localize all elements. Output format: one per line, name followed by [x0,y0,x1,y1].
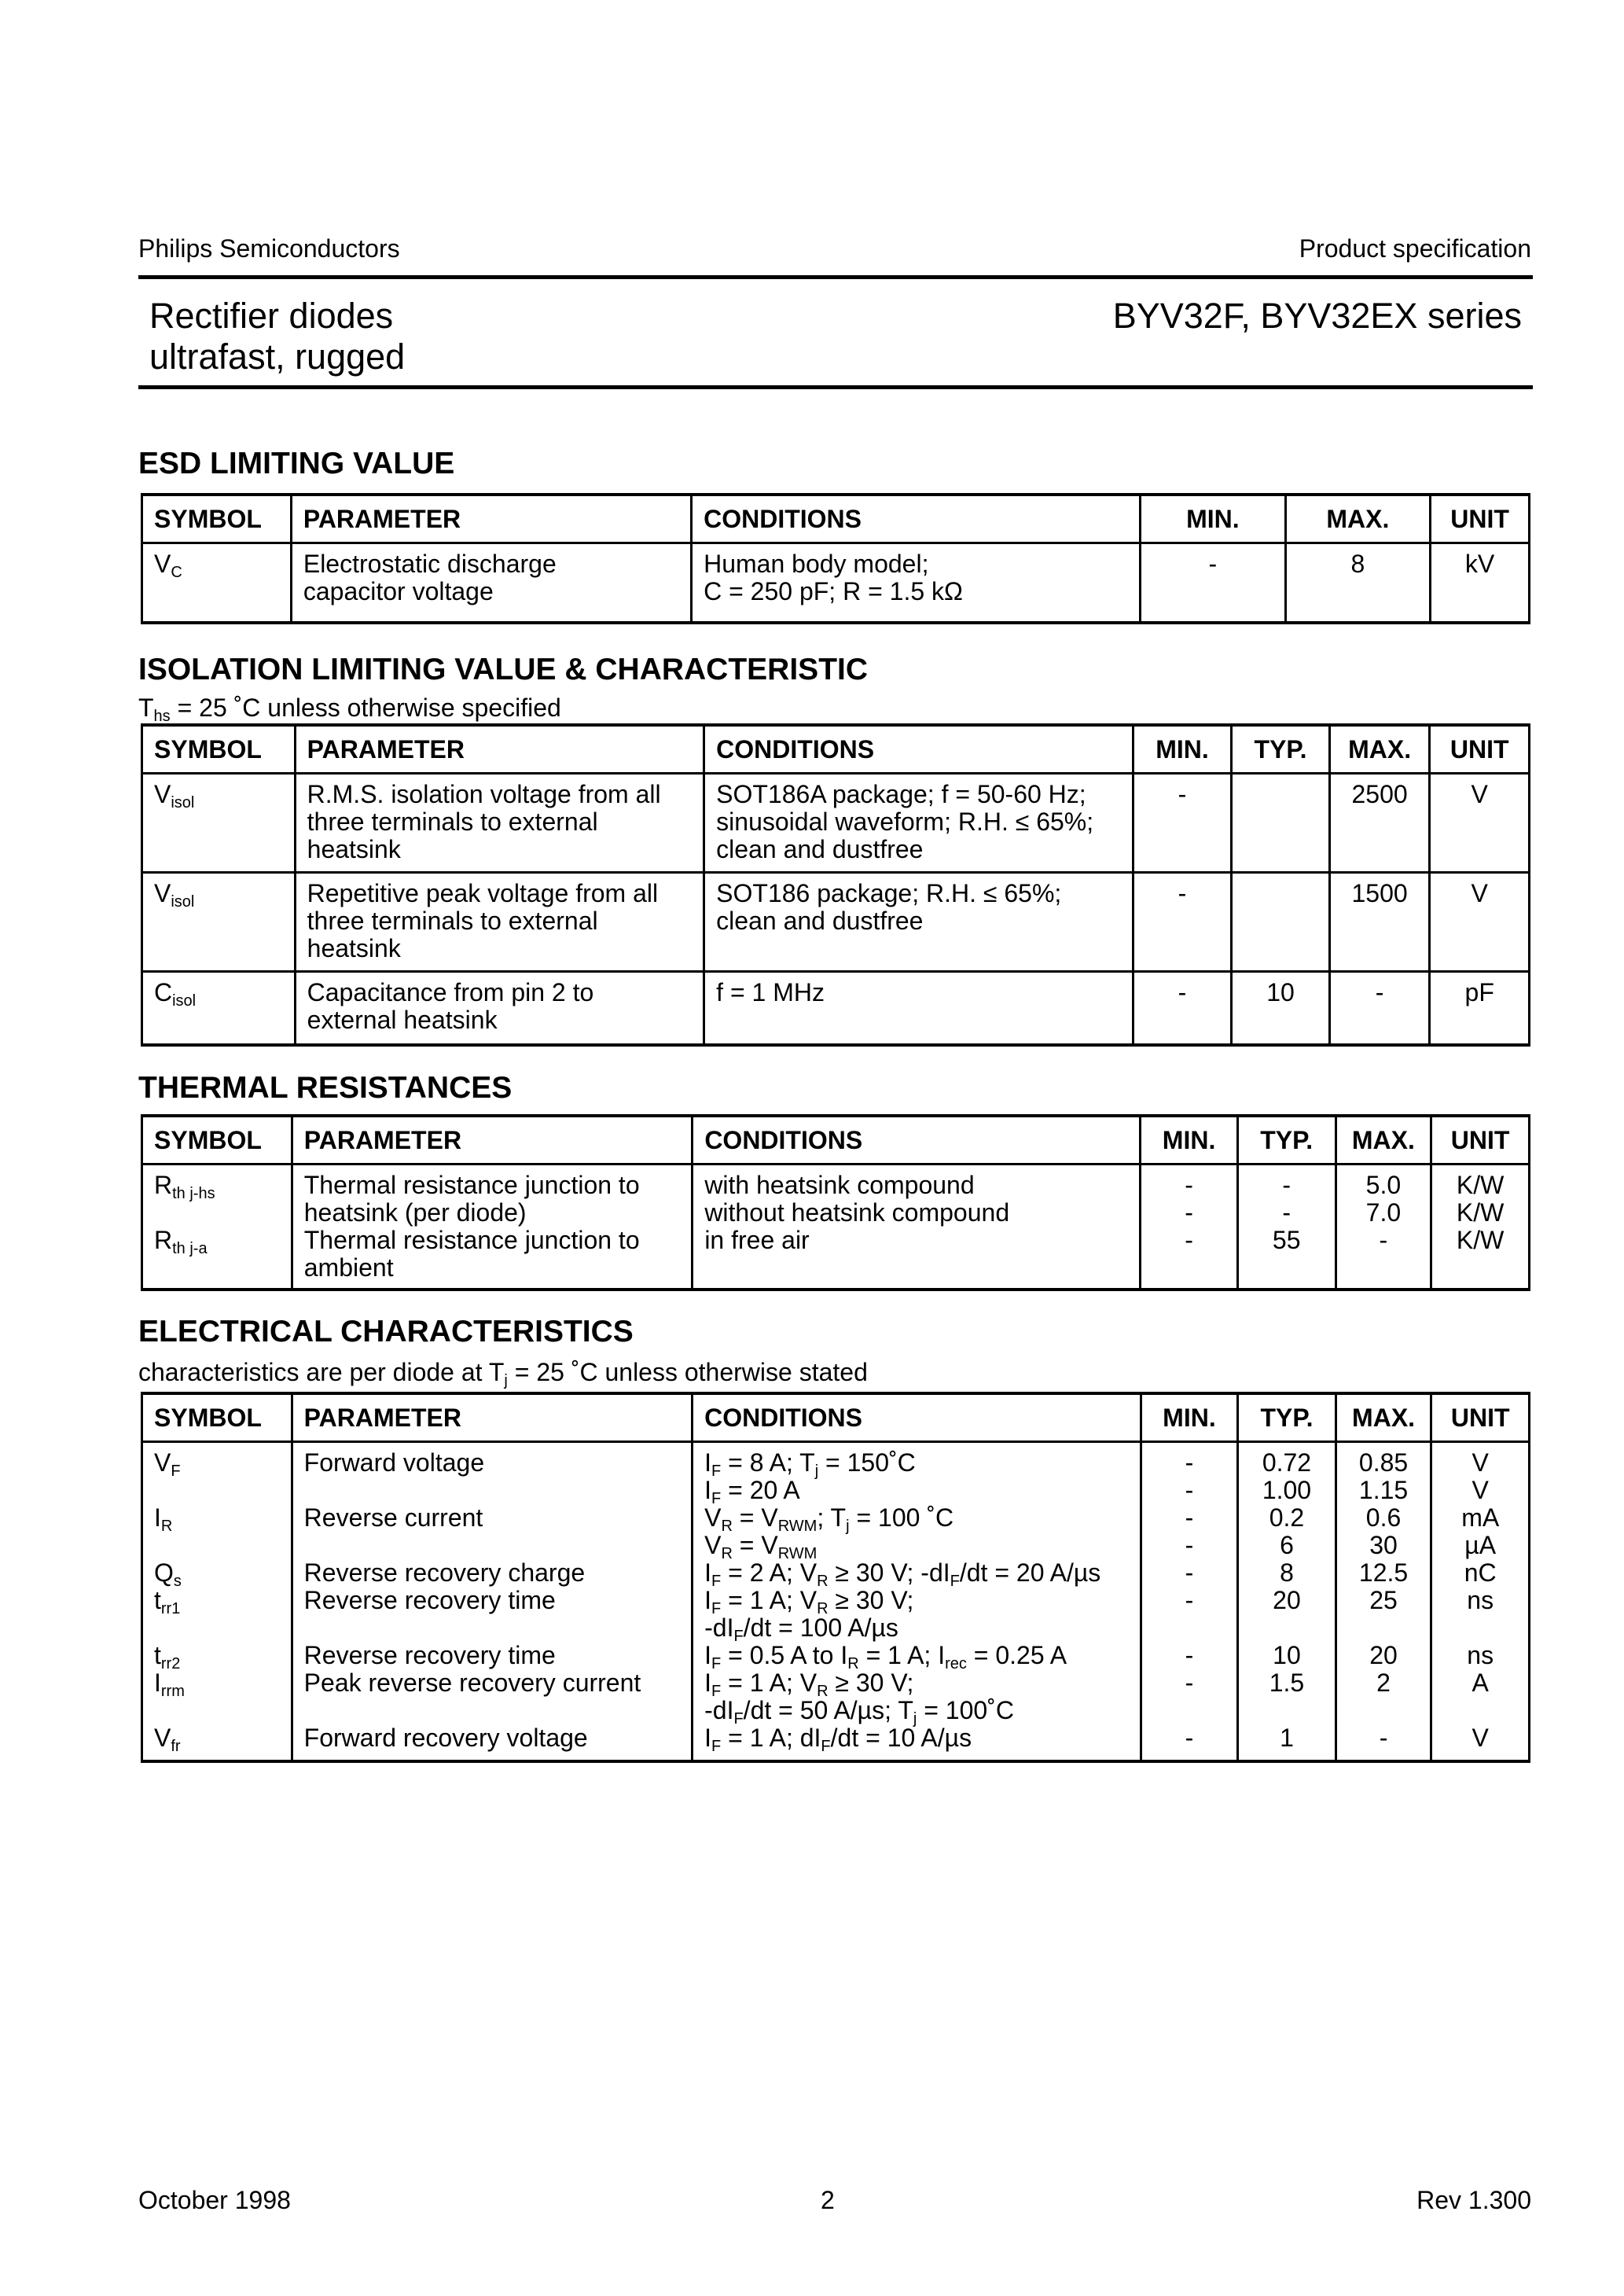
col-conditions: CONDITIONS [693,1393,1141,1442]
line-unit [1432,1697,1528,1724]
parameter-cell: Thermal resistance junction to heatsink (per diode) Thermal resistance junction to ambient [292,1165,693,1290]
col-unit: UNIT [1431,495,1530,543]
unit-cell: pF [1430,972,1530,1046]
thermal-table [141,1114,1530,1291]
thermal-section-title: THERMAL RESISTANCES [138,1071,513,1105]
electrical-section-title: ELECTRICAL CHARACTERISTICS [138,1315,634,1349]
line-param: Reverse recovery time [303,1586,556,1614]
col-max: MAX. [1329,725,1430,774]
min-cell: - [1133,873,1232,972]
col-typ: TYP. [1238,1393,1336,1442]
line-unit [1432,1614,1528,1642]
line-unit: V [1472,1724,1489,1752]
col-conditions: CONDITIONS [693,1116,1141,1165]
line-unit: mA [1461,1503,1500,1532]
product-title [149,296,405,377]
line-max: 1.15 [1358,1476,1409,1504]
symbol-cell: $V_C$ [142,543,292,624]
col-symbol: SYMBOL [142,495,292,543]
conditions-cell: SOT186 package; R.H. ≤ 65%; clean and dustfree [704,873,1133,972]
col-unit: UNIT [1431,1116,1530,1165]
line-min: - [1185,1558,1194,1587]
line-min [1142,1614,1237,1642]
symbol-cell: $V_{isol}$ [142,873,296,972]
line-param: Reverse recovery time [303,1641,556,1669]
document-type: Product specification [1299,234,1531,263]
electrical-header-row [142,1393,1530,1442]
line-min: - [1185,1476,1194,1504]
col-min: MIN. [1141,495,1286,543]
line-sym: $t_{rr1}$ [154,1586,181,1617]
header-rule-top [138,275,1533,279]
parameter-cell [292,1442,692,1762]
table-row [142,1165,1530,1290]
line-typ [1239,1614,1335,1642]
isolation-note: $T_{hs} = 25$ ˚C unless otherwise specified [138,694,561,725]
line-cond: $I_F = 1$ A; $V_R \ge 30$ V; [704,1669,914,1700]
line-sym: $I_R$ [154,1503,173,1535]
symbol-cell [142,1442,292,1762]
col-conditions: CONDITIONS [704,725,1133,774]
parameter-cell: Capacitance from pin 2 to external heatsink [295,972,704,1046]
line-min: - [1185,1641,1194,1669]
line-unit: V [1472,1476,1489,1504]
esd-section-title: ESD LIMITING VALUE [138,447,455,480]
line-sym: $V_F$ [154,1448,181,1480]
line-typ: 10 [1273,1641,1301,1669]
min-cell: - [1141,543,1286,624]
line-min: - [1185,1448,1194,1477]
typ-cell [1232,774,1330,873]
line-min: - [1185,1531,1194,1559]
conditions-cell: Human body model; C = 250 pF; R = 1.5 kΩ [692,543,1141,624]
table-row [142,972,1530,1046]
line-param: Forward recovery voltage [303,1724,588,1752]
line-typ: 1.00 [1262,1476,1312,1504]
header-rule-bottom [138,385,1533,389]
col-min: MIN. [1141,1116,1238,1165]
product-title-line2: ultrafast, rugged [149,337,406,377]
line-typ: 0.2 [1269,1503,1305,1532]
max-cell: - [1329,972,1430,1046]
line-cond: $I_F = 0.5$ A to $I_R = 1$ A; $I_{rec} = 0.25$ A [704,1641,1067,1672]
conditions-cell: SOT186A package; f = 50-60 Hz; sinusoidal waveform; R.H. ≤ 65%; clean and dustfree [704,774,1133,873]
max-cell: 2500 [1329,774,1430,873]
line-cond: $I_F = 2$ A; $V_R \ge 30$ V; $-dI_F/dt = 20$ A/µs [704,1558,1101,1590]
line-max: 30 [1369,1531,1398,1559]
unit-cell: V [1430,774,1530,873]
electrical-table [141,1392,1530,1763]
col-typ: TYP. [1237,1116,1336,1165]
line-max [1337,1614,1431,1642]
company-name: Philips Semiconductors [138,234,400,263]
line-typ: 0.72 [1262,1448,1312,1477]
symbol-cell: $V_{isol}$ [142,774,296,873]
col-parameter: PARAMETER [295,725,704,774]
symbol-cell: $R_{th j-hs}$ $R_{th j-a}$ [142,1165,292,1290]
thermal-header-row [142,1116,1530,1165]
unit-cell: V [1430,873,1530,972]
line-param: Peak reverse recovery current [303,1669,641,1697]
line-min: - [1185,1586,1194,1614]
line-typ [1239,1697,1335,1724]
line-cond: $-dI_F/dt = 100$ A/µs [704,1613,898,1645]
esd-header-row [142,495,1530,543]
line-sym [154,1614,291,1642]
line-max: 12.5 [1358,1558,1409,1587]
line-cond: $V_R = V_{RWM}$; $T_j = 100$ ˚C [704,1503,954,1535]
line-unit: nC [1464,1558,1497,1587]
line-unit: µA [1464,1531,1497,1559]
line-sym [154,1532,291,1559]
symbol-cell: $C_{isol}$ [142,972,296,1046]
parameter-cell: R.M.S. isolation voltage from all three terminals to external heatsink [295,774,704,873]
col-parameter: PARAMETER [292,1116,693,1165]
col-conditions: CONDITIONS [692,495,1141,543]
col-parameter: PARAMETER [292,1393,692,1442]
line-param: Reverse recovery charge [303,1558,586,1587]
line-param: Forward voltage [303,1448,485,1477]
col-max: MAX. [1336,1393,1431,1442]
min-cell: - [1133,774,1232,873]
line-cond: $-dI_F/dt = 50$ A/µs; $T_j$ = 100˚C [704,1696,1014,1728]
col-symbol: SYMBOL [142,1393,292,1442]
line-max: 0.85 [1358,1448,1409,1477]
col-unit: UNIT [1430,725,1530,774]
line-min [1142,1697,1237,1724]
unit-cell: K/W K/W K/W [1431,1165,1530,1290]
line-min: - [1185,1503,1194,1532]
electrical-note: characteristics are per diode at $T_j = 25$ ˚C unless otherwise stated [138,1358,868,1389]
product-title-line1: Rectifier diodes [149,296,394,336]
typ-cell [1238,1442,1336,1762]
max-cell [1336,1442,1431,1762]
line-max: 0.6 [1365,1503,1402,1532]
line-unit: ns [1467,1586,1494,1614]
line-sym: $I_{rrm}$ [154,1669,185,1700]
line-cond: $I_F = 8$ A; $T_j$ = 150˚C [704,1448,916,1480]
line-unit: V [1472,1448,1489,1477]
unit-cell: kV [1431,543,1530,624]
col-unit: UNIT [1431,1393,1530,1442]
line-typ: 20 [1273,1586,1301,1614]
col-min: MIN. [1141,1393,1238,1442]
line-typ: 1.5 [1269,1669,1305,1697]
col-max: MAX. [1336,1116,1431,1165]
footer-revision: Rev 1.300 [1416,2186,1531,2214]
col-max: MAX. [1285,495,1431,543]
page-number: 2 [821,2186,835,2214]
max-cell: 5.0 7.0 - [1336,1165,1431,1290]
footer-date: October 1998 [138,2186,291,2214]
line-sym: $t_{rr2}$ [154,1641,181,1672]
line-cond: $I_F = 1$ A; $dI_F/dt = 10$ A/µs [704,1724,972,1755]
isolation-header-row [142,725,1530,774]
line-param [304,1697,691,1724]
max-cell: 8 [1285,543,1431,624]
conditions-cell: f = 1 MHz [704,972,1133,1046]
line-unit: A [1472,1669,1489,1697]
col-parameter: PARAMETER [291,495,691,543]
conditions-cell: with heatsink compound without heatsink compound in free air [693,1165,1141,1290]
line-typ: 8 [1280,1558,1294,1587]
min-cell [1141,1442,1238,1762]
line-param [304,1614,691,1642]
line-typ: 6 [1280,1531,1294,1559]
max-cell: 1500 [1329,873,1430,972]
line-cond: $I_F = 1$ A; $V_R \ge 30$ V; [704,1586,914,1617]
unit-cell [1431,1442,1530,1762]
typ-cell [1232,873,1330,972]
esd-table [141,493,1530,624]
line-cond: $I_F = 20$ A [704,1476,800,1507]
line-param [304,1477,691,1504]
line-max [1337,1697,1431,1724]
col-typ: TYP. [1232,725,1330,774]
isolation-section-title: ISOLATION LIMITING VALUE & CHARACTERISTIC [138,653,869,686]
min-cell: - [1133,972,1232,1046]
line-sym [154,1697,291,1724]
line-max: 2 [1376,1669,1391,1697]
typ-cell: - - 55 [1237,1165,1336,1290]
conditions-cell [693,1442,1141,1762]
col-symbol: SYMBOL [142,725,296,774]
min-cell: - - - [1141,1165,1238,1290]
line-param: Reverse current [303,1503,483,1532]
part-number: BYV32F, BYV32EX series [1112,296,1522,336]
line-max: 25 [1369,1586,1398,1614]
isolation-table [141,723,1530,1047]
parameter-cell: Electrostatic discharge capacitor voltage [291,543,691,624]
table-row [142,543,1530,624]
line-sym: $Q_s$ [154,1558,182,1590]
line-max: - [1379,1724,1388,1752]
line-min: - [1185,1669,1194,1697]
col-min: MIN. [1133,725,1232,774]
line-sym: $V_{fr}$ [154,1724,181,1755]
parameter-cell: Repetitive peak voltage from all three terminals to external heatsink [295,873,704,972]
table-row [142,873,1530,972]
line-unit: ns [1467,1641,1494,1669]
table-row [142,1442,1530,1762]
typ-cell: 10 [1232,972,1330,1046]
line-typ: 1 [1280,1724,1294,1752]
table-row [142,774,1530,873]
line-min: - [1185,1724,1194,1752]
line-max: 20 [1369,1641,1398,1669]
col-symbol: SYMBOL [142,1116,292,1165]
line-param [304,1532,691,1559]
line-cond: $V_R = V_{RWM}$ [704,1531,818,1562]
line-sym [154,1477,291,1504]
